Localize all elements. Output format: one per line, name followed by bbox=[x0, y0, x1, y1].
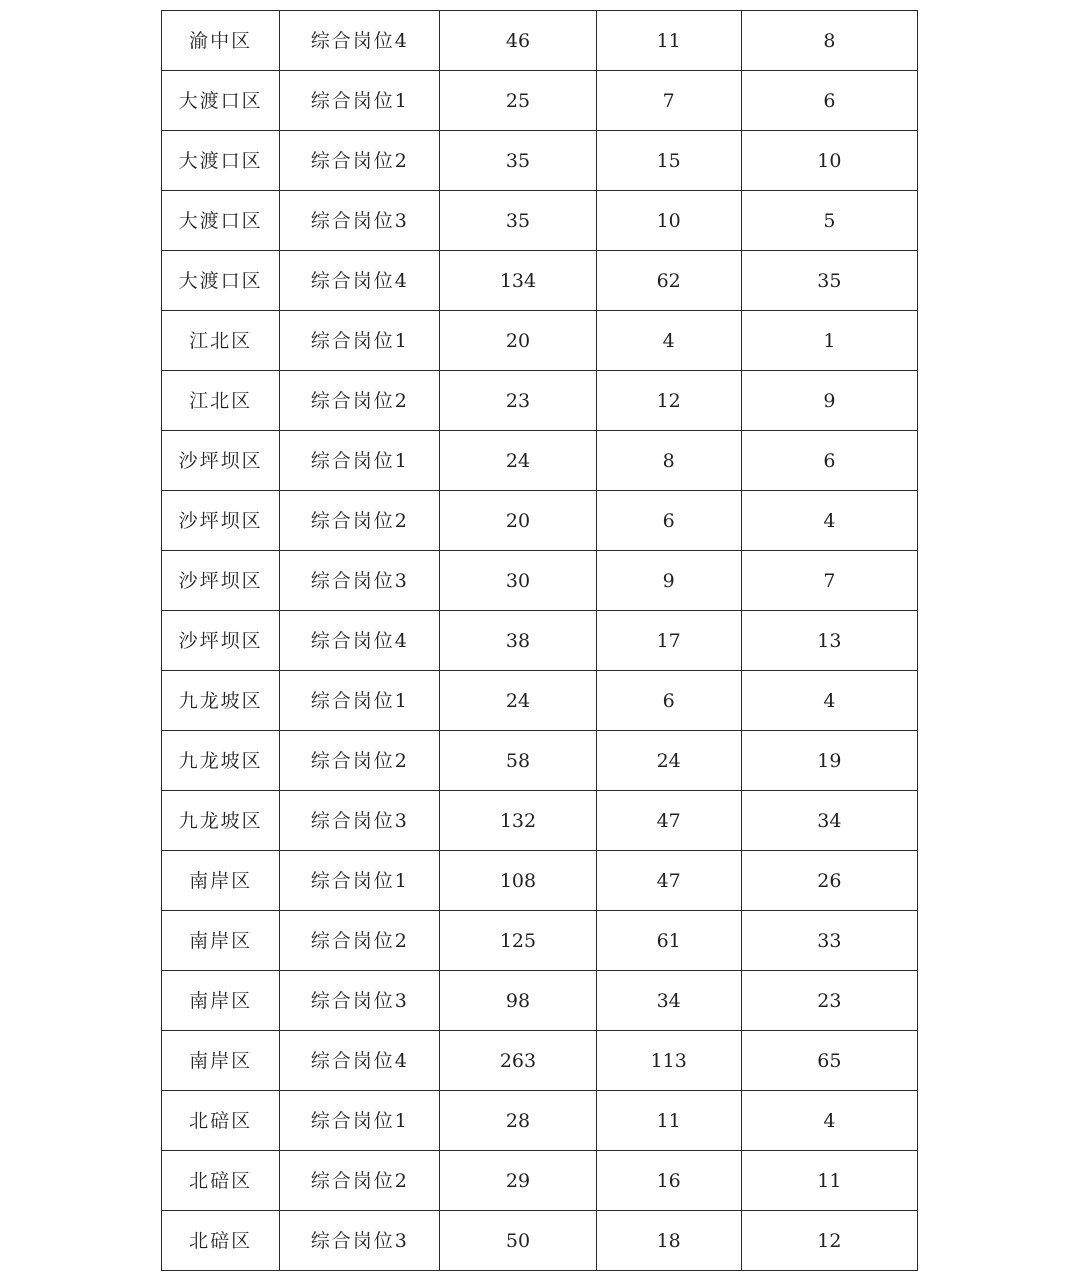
value-cell-2: 62 bbox=[596, 251, 741, 311]
value-cell-1: 108 bbox=[440, 851, 596, 911]
position-cell: 综合岗位1 bbox=[280, 311, 440, 371]
value-cell-2: 12 bbox=[596, 371, 741, 431]
position-cell: 综合岗位3 bbox=[280, 551, 440, 611]
position-cell: 综合岗位4 bbox=[280, 11, 440, 71]
position-cell: 综合岗位2 bbox=[280, 911, 440, 971]
position-cell: 综合岗位2 bbox=[280, 371, 440, 431]
value-cell-3: 1 bbox=[741, 311, 917, 371]
value-cell-2: 15 bbox=[596, 131, 741, 191]
district-cell: 沙坪坝区 bbox=[162, 491, 280, 551]
table-row bbox=[162, 11, 918, 71]
value-cell-3: 7 bbox=[741, 551, 917, 611]
value-cell-3: 6 bbox=[741, 71, 917, 131]
value-cell-2: 9 bbox=[596, 551, 741, 611]
value-cell-1: 35 bbox=[440, 191, 596, 251]
position-cell: 综合岗位1 bbox=[280, 671, 440, 731]
district-cell: 南岸区 bbox=[162, 971, 280, 1031]
value-cell-2: 6 bbox=[596, 671, 741, 731]
position-cell: 综合岗位1 bbox=[280, 1091, 440, 1151]
district-cell: 沙坪坝区 bbox=[162, 611, 280, 671]
value-cell-1: 23 bbox=[440, 371, 596, 431]
position-cell: 综合岗位3 bbox=[280, 1211, 440, 1271]
district-cell: 九龙坡区 bbox=[162, 731, 280, 791]
district-cell: 大渡口区 bbox=[162, 71, 280, 131]
value-cell-3: 6 bbox=[741, 431, 917, 491]
table-row bbox=[162, 1151, 918, 1211]
value-cell-1: 134 bbox=[440, 251, 596, 311]
value-cell-1: 20 bbox=[440, 491, 596, 551]
value-cell-2: 6 bbox=[596, 491, 741, 551]
table-row bbox=[162, 131, 918, 191]
value-cell-2: 11 bbox=[596, 11, 741, 71]
district-cell: 沙坪坝区 bbox=[162, 551, 280, 611]
value-cell-3: 23 bbox=[741, 971, 917, 1031]
value-cell-3: 19 bbox=[741, 731, 917, 791]
value-cell-3: 12 bbox=[741, 1211, 917, 1271]
position-cell: 综合岗位3 bbox=[280, 191, 440, 251]
position-cell: 综合岗位4 bbox=[280, 611, 440, 671]
district-cell: 大渡口区 bbox=[162, 251, 280, 311]
value-cell-2: 113 bbox=[596, 1031, 741, 1091]
table-row bbox=[162, 311, 918, 371]
district-cell: 大渡口区 bbox=[162, 191, 280, 251]
district-cell: 江北区 bbox=[162, 311, 280, 371]
position-cell: 综合岗位2 bbox=[280, 731, 440, 791]
value-cell-1: 58 bbox=[440, 731, 596, 791]
table-row bbox=[162, 851, 918, 911]
district-cell: 南岸区 bbox=[162, 1031, 280, 1091]
value-cell-3: 4 bbox=[741, 1091, 917, 1151]
table-row bbox=[162, 611, 918, 671]
value-cell-1: 125 bbox=[440, 911, 596, 971]
position-cell: 综合岗位2 bbox=[280, 491, 440, 551]
district-cell: 渝中区 bbox=[162, 11, 280, 71]
value-cell-2: 61 bbox=[596, 911, 741, 971]
position-cell: 综合岗位3 bbox=[280, 791, 440, 851]
table-body bbox=[162, 11, 918, 1271]
data-table-container bbox=[161, 10, 918, 1271]
table-row bbox=[162, 1211, 918, 1271]
table-row bbox=[162, 791, 918, 851]
value-cell-2: 17 bbox=[596, 611, 741, 671]
value-cell-2: 34 bbox=[596, 971, 741, 1031]
value-cell-3: 10 bbox=[741, 131, 917, 191]
district-cell: 九龙坡区 bbox=[162, 791, 280, 851]
value-cell-1: 132 bbox=[440, 791, 596, 851]
table-row bbox=[162, 191, 918, 251]
data-table bbox=[161, 10, 918, 1271]
value-cell-3: 33 bbox=[741, 911, 917, 971]
value-cell-1: 25 bbox=[440, 71, 596, 131]
table-row bbox=[162, 491, 918, 551]
value-cell-1: 30 bbox=[440, 551, 596, 611]
value-cell-2: 47 bbox=[596, 851, 741, 911]
position-cell: 综合岗位3 bbox=[280, 971, 440, 1031]
table-row bbox=[162, 431, 918, 491]
value-cell-1: 35 bbox=[440, 131, 596, 191]
district-cell: 大渡口区 bbox=[162, 131, 280, 191]
district-cell: 北碚区 bbox=[162, 1091, 280, 1151]
value-cell-2: 11 bbox=[596, 1091, 741, 1151]
district-cell: 沙坪坝区 bbox=[162, 431, 280, 491]
value-cell-3: 11 bbox=[741, 1151, 917, 1211]
value-cell-2: 4 bbox=[596, 311, 741, 371]
table-row bbox=[162, 71, 918, 131]
district-cell: 九龙坡区 bbox=[162, 671, 280, 731]
position-cell: 综合岗位1 bbox=[280, 71, 440, 131]
value-cell-3: 5 bbox=[741, 191, 917, 251]
value-cell-3: 9 bbox=[741, 371, 917, 431]
value-cell-2: 18 bbox=[596, 1211, 741, 1271]
value-cell-3: 13 bbox=[741, 611, 917, 671]
value-cell-1: 28 bbox=[440, 1091, 596, 1151]
table-row bbox=[162, 1091, 918, 1151]
table-row bbox=[162, 371, 918, 431]
position-cell: 综合岗位4 bbox=[280, 251, 440, 311]
position-cell: 综合岗位1 bbox=[280, 851, 440, 911]
value-cell-2: 24 bbox=[596, 731, 741, 791]
value-cell-3: 35 bbox=[741, 251, 917, 311]
value-cell-1: 46 bbox=[440, 11, 596, 71]
value-cell-1: 24 bbox=[440, 671, 596, 731]
table-row bbox=[162, 1031, 918, 1091]
table-row bbox=[162, 251, 918, 311]
district-cell: 南岸区 bbox=[162, 851, 280, 911]
table-row bbox=[162, 911, 918, 971]
value-cell-1: 29 bbox=[440, 1151, 596, 1211]
position-cell: 综合岗位1 bbox=[280, 431, 440, 491]
position-cell: 综合岗位2 bbox=[280, 1151, 440, 1211]
position-cell: 综合岗位2 bbox=[280, 131, 440, 191]
value-cell-1: 24 bbox=[440, 431, 596, 491]
value-cell-2: 10 bbox=[596, 191, 741, 251]
district-cell: 北碚区 bbox=[162, 1211, 280, 1271]
value-cell-2: 16 bbox=[596, 1151, 741, 1211]
table-row bbox=[162, 671, 918, 731]
table-row bbox=[162, 731, 918, 791]
value-cell-2: 47 bbox=[596, 791, 741, 851]
value-cell-1: 38 bbox=[440, 611, 596, 671]
value-cell-3: 4 bbox=[741, 671, 917, 731]
value-cell-1: 98 bbox=[440, 971, 596, 1031]
district-cell: 江北区 bbox=[162, 371, 280, 431]
value-cell-2: 7 bbox=[596, 71, 741, 131]
table-row bbox=[162, 971, 918, 1031]
value-cell-3: 65 bbox=[741, 1031, 917, 1091]
district-cell: 南岸区 bbox=[162, 911, 280, 971]
value-cell-1: 50 bbox=[440, 1211, 596, 1271]
value-cell-3: 4 bbox=[741, 491, 917, 551]
value-cell-1: 20 bbox=[440, 311, 596, 371]
value-cell-3: 34 bbox=[741, 791, 917, 851]
value-cell-1: 263 bbox=[440, 1031, 596, 1091]
district-cell: 北碚区 bbox=[162, 1151, 280, 1211]
position-cell: 综合岗位4 bbox=[280, 1031, 440, 1091]
value-cell-3: 8 bbox=[741, 11, 917, 71]
table-row bbox=[162, 551, 918, 611]
value-cell-3: 26 bbox=[741, 851, 917, 911]
value-cell-2: 8 bbox=[596, 431, 741, 491]
